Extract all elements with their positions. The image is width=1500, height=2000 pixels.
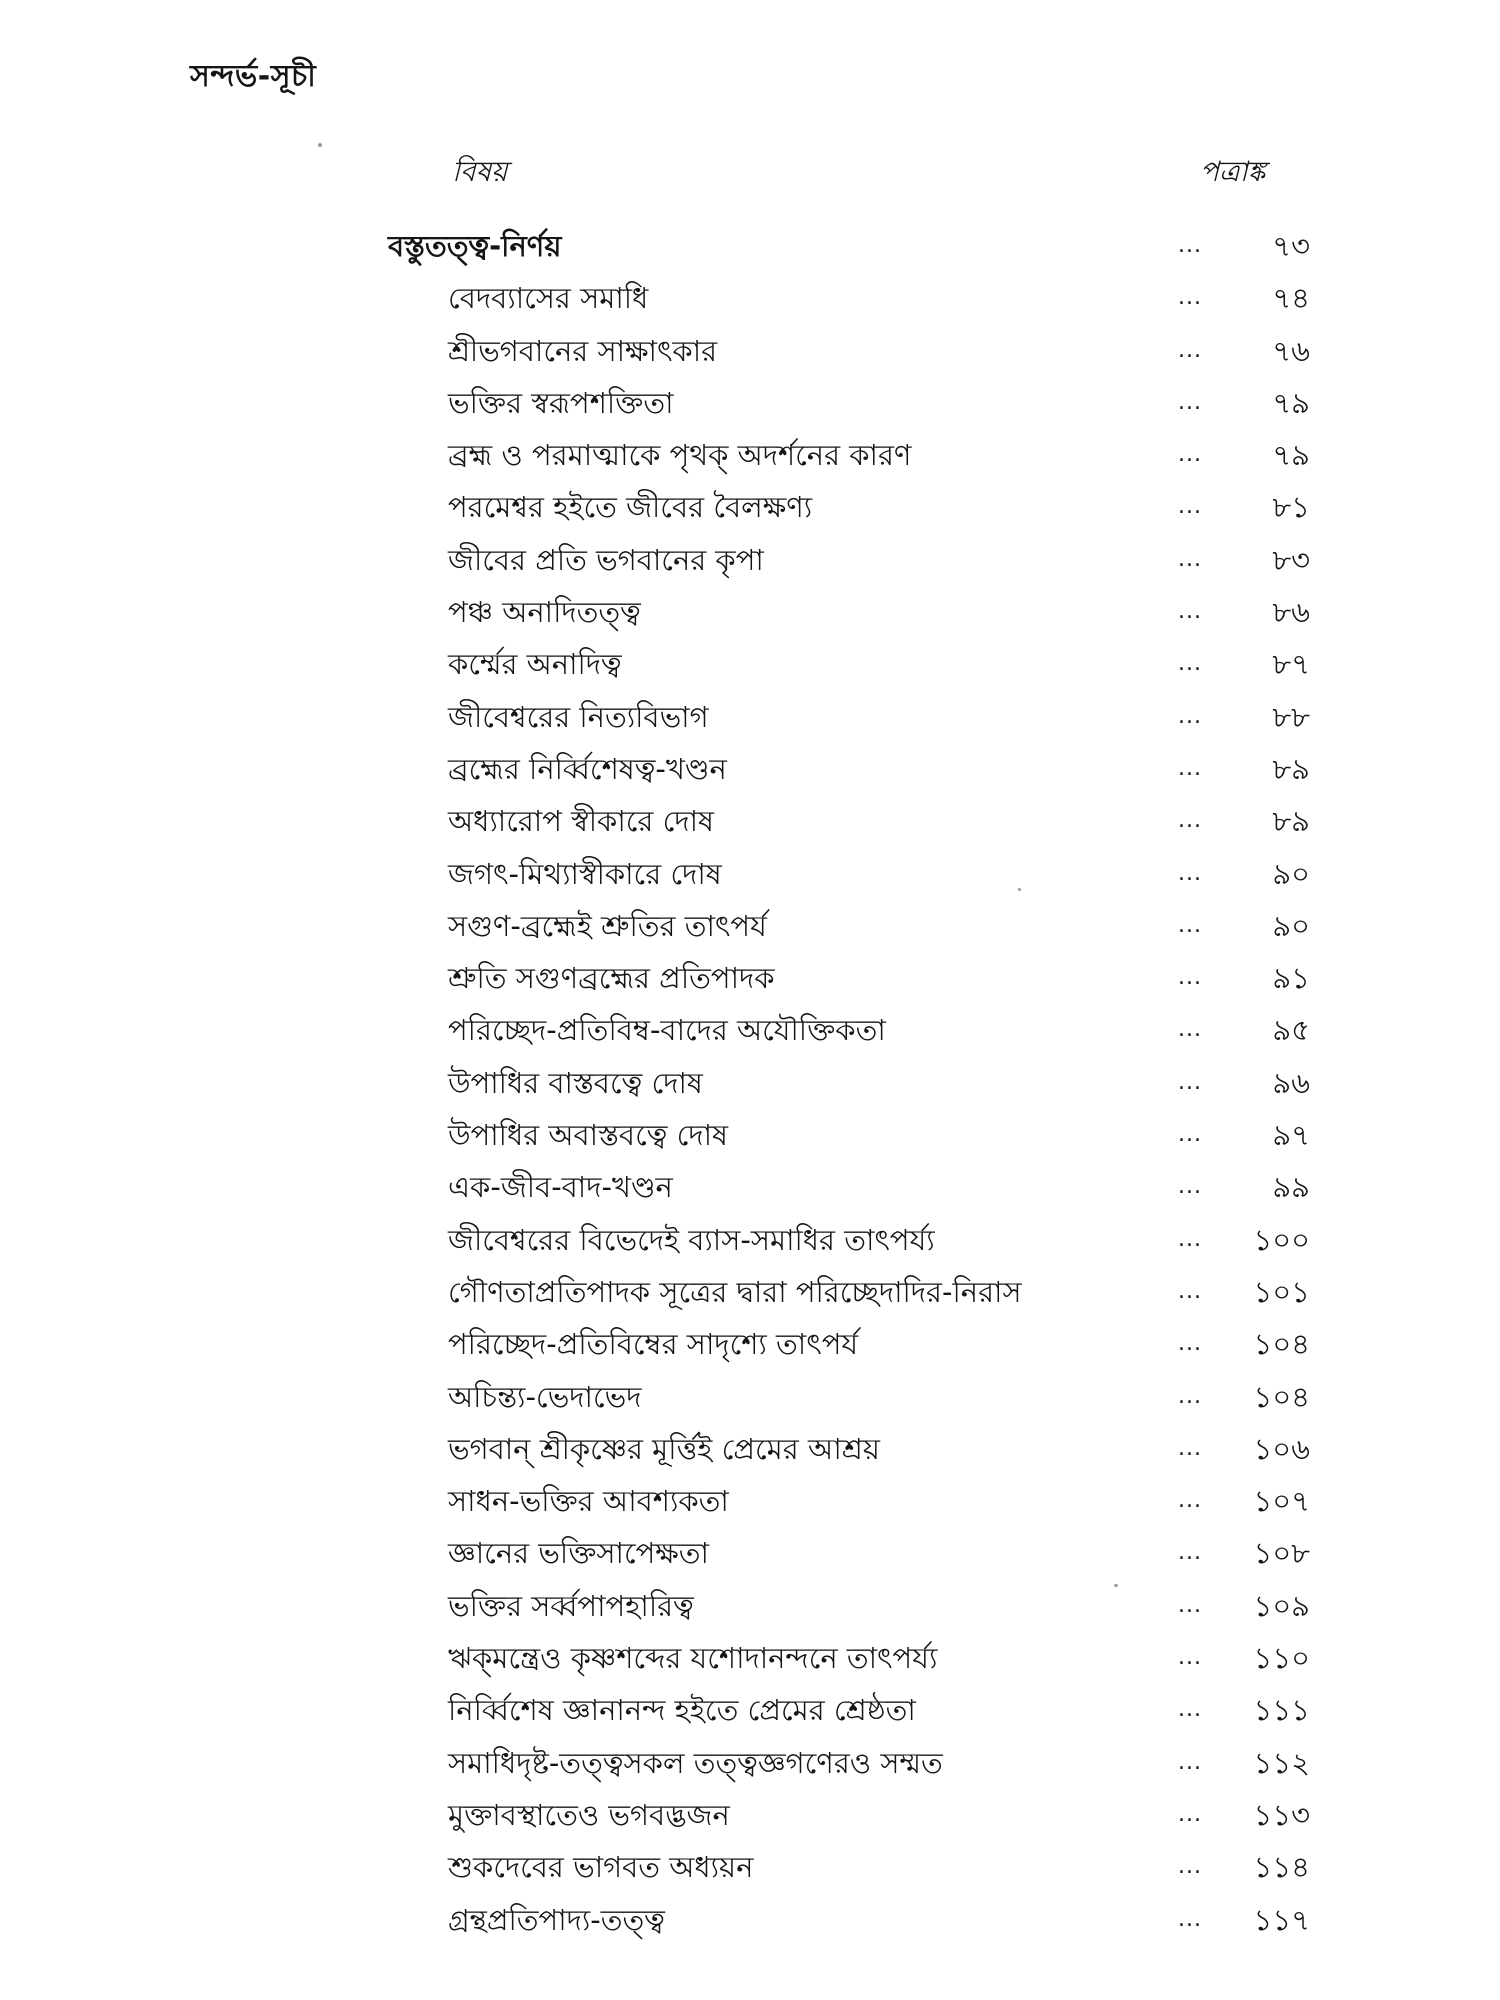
toc-leader-dots: ... bbox=[1178, 808, 1202, 834]
toc-page-number: ৮৬ bbox=[1272, 595, 1310, 630]
toc-page-number: ৭৩ bbox=[1272, 229, 1310, 263]
toc-page-number: ১০০ bbox=[1253, 1222, 1310, 1257]
toc-leader-dots: ... bbox=[1178, 912, 1202, 938]
print-speck bbox=[1114, 1584, 1118, 1587]
toc-leader-dots: ... bbox=[1178, 546, 1202, 572]
toc-page-number: ৮৯ bbox=[1272, 804, 1310, 839]
toc-entry bbox=[0, 1109, 1500, 1161]
toc-entry-title: শুকদেবের ভাগবত অধ্যয়ন bbox=[448, 1850, 754, 1885]
toc-page-number: ৮৮ bbox=[1272, 699, 1310, 734]
toc-page-number: ১১৭ bbox=[1253, 1902, 1310, 1937]
toc-leader-dots: ... bbox=[1178, 1383, 1202, 1409]
toc-leader-dots: ... bbox=[1178, 599, 1202, 625]
toc-leader-dots: ... bbox=[1178, 1854, 1202, 1880]
table-of-contents bbox=[0, 220, 1500, 1946]
toc-entry-title: এক-জীব-বাদ-খণ্ডন bbox=[448, 1170, 673, 1205]
toc-page-number: ৮১ bbox=[1272, 490, 1310, 525]
toc-entry-title: ভগবান্ শ্রীকৃষ্ণের মূর্ত্তিই প্রেমের আশ্রয় bbox=[448, 1431, 880, 1466]
toc-entry-title: ঋক্‌মন্ত্রেও কৃষ্ণশব্দের যশোদানন্দনে তাৎপর্য্য bbox=[448, 1641, 938, 1676]
toc-page-number: ৮৯ bbox=[1272, 751, 1310, 786]
toc-page-number: ৯৬ bbox=[1272, 1065, 1310, 1100]
toc-page-number: ১১৪ bbox=[1253, 1850, 1310, 1885]
toc-leader-dots: ... bbox=[1178, 494, 1202, 520]
toc-entry-title: জীবেশ্বরের বিভেদেই ব্যাস-সমাধির তাৎপর্য্য bbox=[448, 1222, 935, 1257]
toc-entry bbox=[0, 429, 1500, 481]
toc-leader-dots: ... bbox=[1178, 1697, 1202, 1723]
toc-entry bbox=[0, 1004, 1500, 1056]
toc-leader-dots: ... bbox=[1178, 1017, 1202, 1043]
toc-entry-title: জীবেশ্বরের নিত্যবিভাগ bbox=[448, 699, 709, 734]
toc-page-number: ৯০ bbox=[1272, 908, 1310, 943]
toc-page-number: ১০৪ bbox=[1253, 1327, 1310, 1362]
print-speck bbox=[1018, 888, 1021, 891]
toc-leader-dots: ... bbox=[1178, 965, 1202, 991]
toc-entry-title: সমাধিদৃষ্ট-তত্ত্বসকল তত্ত্বজ্ঞগণেরও সম্মত bbox=[448, 1745, 943, 1780]
running-head: সন্দর্ভ-সূচী bbox=[190, 59, 317, 94]
toc-entry bbox=[0, 1632, 1500, 1684]
toc-page-number: ১১২ bbox=[1253, 1745, 1310, 1780]
toc-entry-title: জগৎ-মিথ্যাস্বীকারে দোষ bbox=[448, 856, 722, 891]
toc-page-number: ৮৭ bbox=[1272, 647, 1310, 682]
toc-page-number: ১১৩ bbox=[1253, 1797, 1310, 1832]
toc-entry-title: ভক্তির স্বরূপশক্তিতা bbox=[448, 385, 674, 420]
toc-page-number: ১১১ bbox=[1253, 1693, 1310, 1728]
toc-entry-title: গ্রন্থপ্রতিপাদ্য-তত্ত্ব bbox=[448, 1902, 665, 1937]
toc-entry bbox=[0, 691, 1500, 743]
toc-entry-title: অধ্যারোপ স্বীকারে দোষ bbox=[448, 804, 714, 839]
toc-page-number: ১০৬ bbox=[1253, 1431, 1310, 1466]
toc-entry bbox=[0, 1841, 1500, 1893]
toc-entry-title: পঞ্চ অনাদিতত্ত্ব bbox=[448, 595, 641, 630]
toc-leader-dots: ... bbox=[1178, 389, 1202, 415]
toc-page-number: ৯১ bbox=[1272, 961, 1310, 996]
toc-entry bbox=[0, 586, 1500, 638]
toc-entry bbox=[0, 1214, 1500, 1266]
toc-leader-dots: ... bbox=[1178, 860, 1202, 886]
toc-entry-title: শ্রীভগবানের সাক্ষাৎকার bbox=[448, 333, 718, 368]
toc-page-number: ৯৭ bbox=[1272, 1118, 1310, 1153]
toc-entry-title: অচিন্ত্য-ভেদাভেদ bbox=[448, 1379, 642, 1414]
toc-entry-title: জ্ঞানের ভক্তিসাপেক্ষতা bbox=[448, 1536, 709, 1571]
toc-leader-dots: ... bbox=[1178, 1331, 1202, 1357]
toc-entry bbox=[0, 1684, 1500, 1736]
toc-entry-title: শ্রুতি সগুণব্রহ্মের প্রতিপাদক bbox=[448, 961, 775, 996]
toc-leader-dots: ... bbox=[1178, 1174, 1202, 1200]
toc-page-number: ১০৮ bbox=[1253, 1536, 1310, 1571]
toc-page-number: ৭৯ bbox=[1272, 438, 1310, 473]
toc-page-number: ৯৫ bbox=[1272, 1013, 1310, 1048]
toc-leader-dots: ... bbox=[1178, 233, 1202, 258]
toc-entry-title: সগুণ-ব্রহ্মেই শ্রুতির তাৎপর্য bbox=[448, 908, 767, 943]
toc-entry bbox=[0, 1371, 1500, 1423]
toc-entry bbox=[0, 1737, 1500, 1789]
toc-leader-dots: ... bbox=[1178, 1488, 1202, 1514]
toc-leader-dots: ... bbox=[1178, 1226, 1202, 1252]
toc-leader-dots: ... bbox=[1178, 1801, 1202, 1827]
toc-entry bbox=[0, 1423, 1500, 1475]
toc-entry bbox=[0, 481, 1500, 533]
toc-leader-dots: ... bbox=[1178, 1435, 1202, 1461]
toc-page-number: ১০৪ bbox=[1253, 1379, 1310, 1414]
toc-entry bbox=[0, 952, 1500, 1004]
toc-page-number: ১০৭ bbox=[1253, 1484, 1310, 1519]
toc-entry-title: নির্ব্বিশেষ জ্ঞানানন্দ হইতে প্রেমের শ্রেষ্ঠতা bbox=[448, 1693, 916, 1728]
toc-entry bbox=[0, 638, 1500, 690]
print-speck bbox=[318, 143, 322, 147]
toc-page-number: ৯৯ bbox=[1272, 1170, 1310, 1205]
toc-leader-dots: ... bbox=[1178, 755, 1202, 781]
toc-leader-dots: ... bbox=[1178, 1645, 1202, 1671]
toc-entry-title: পরিচ্ছেদ-প্রতিবিম্ব-বাদের অযৌক্তিকতা bbox=[448, 1013, 886, 1048]
toc-page-number: ৯০ bbox=[1272, 856, 1310, 891]
toc-entry-title: উপাধির বাস্তবত্বে দোষ bbox=[448, 1065, 703, 1100]
toc-leader-dots: ... bbox=[1178, 1278, 1202, 1304]
toc-entry bbox=[0, 534, 1500, 586]
toc-leader-dots: ... bbox=[1178, 1122, 1202, 1148]
toc-entry bbox=[0, 743, 1500, 795]
toc-entry bbox=[0, 1318, 1500, 1370]
toc-leader-dots: ... bbox=[1178, 703, 1202, 729]
toc-entry bbox=[0, 272, 1500, 324]
toc-page-number: ১০৯ bbox=[1253, 1588, 1310, 1623]
toc-entry-title: সাধন-ভক্তির আবশ্যকতা bbox=[448, 1484, 729, 1519]
toc-leader-dots: ... bbox=[1178, 651, 1202, 677]
toc-page-number: ৭৯ bbox=[1272, 385, 1310, 420]
column-heading-page: পত্রাঙ্ক bbox=[1200, 155, 1266, 188]
toc-entry bbox=[0, 1527, 1500, 1579]
toc-entry bbox=[0, 1475, 1500, 1527]
toc-entry bbox=[0, 377, 1500, 429]
toc-entry bbox=[0, 900, 1500, 952]
toc-entry bbox=[0, 1580, 1500, 1632]
toc-entry bbox=[0, 1266, 1500, 1318]
toc-entry-title: জীবের প্রতি ভগবানের কৃপা bbox=[448, 542, 764, 577]
toc-leader-dots: ... bbox=[1178, 1906, 1202, 1932]
toc-leader-dots: ... bbox=[1178, 1540, 1202, 1566]
toc-entry bbox=[0, 848, 1500, 900]
toc-leader-dots: ... bbox=[1178, 1749, 1202, 1775]
toc-entry bbox=[0, 1161, 1500, 1213]
toc-entry-title: পরমেশ্বর হইতে জীবের বৈলক্ষণ্য bbox=[448, 490, 813, 525]
toc-entry-title: কর্ম্মের অনাদিত্ব bbox=[448, 647, 622, 682]
toc-leader-dots: ... bbox=[1178, 285, 1202, 311]
toc-page-number: ৭৪ bbox=[1272, 281, 1310, 316]
toc-section-heading bbox=[0, 220, 1500, 272]
toc-entry-title: পরিচ্ছেদ-প্রতিবিম্বের সাদৃশ্যে তাৎপর্য bbox=[448, 1327, 859, 1362]
toc-page-number: ১০১ bbox=[1253, 1274, 1310, 1309]
toc-entry-title: মুক্তাবস্থাতেও ভগবদ্ভজন bbox=[448, 1797, 730, 1832]
toc-leader-dots: ... bbox=[1178, 442, 1202, 468]
toc-entry bbox=[0, 795, 1500, 847]
toc-leader-dots: ... bbox=[1178, 1069, 1202, 1095]
toc-entry bbox=[0, 325, 1500, 377]
toc-entry-title: উপাধির অবাস্তবত্বে দোষ bbox=[448, 1118, 728, 1153]
toc-entry-title: বেদব্যাসের সমাধি bbox=[448, 281, 649, 316]
toc-entry bbox=[0, 1057, 1500, 1109]
toc-page-number: ৮৩ bbox=[1272, 542, 1310, 577]
toc-entry-title: ব্রহ্মের নির্ব্বিশেষত্ব-খণ্ডন bbox=[448, 751, 727, 786]
toc-entry-title: গৌণতাপ্রতিপাদক সূত্রের দ্বারা পরিচ্ছেদাদির-নিরাস bbox=[448, 1274, 1022, 1309]
toc-entry-title: বস্তুতত্ত্ব-নির্ণয় bbox=[388, 229, 562, 263]
toc-entry-title: ভক্তির সর্ব্বপাপহারিত্ব bbox=[448, 1588, 694, 1623]
toc-leader-dots: ... bbox=[1178, 337, 1202, 363]
toc-page-number: ৭৬ bbox=[1272, 333, 1310, 368]
toc-leader-dots: ... bbox=[1178, 1592, 1202, 1618]
toc-entry bbox=[0, 1894, 1500, 1946]
toc-page-number: ১১০ bbox=[1253, 1641, 1310, 1676]
column-heading-subject: বিষয় bbox=[452, 155, 508, 188]
toc-entry bbox=[0, 1789, 1500, 1841]
toc-entry-title: ব্রহ্ম ও পরমাত্মাকে পৃথক্ অদর্শনের কারণ bbox=[448, 438, 912, 473]
